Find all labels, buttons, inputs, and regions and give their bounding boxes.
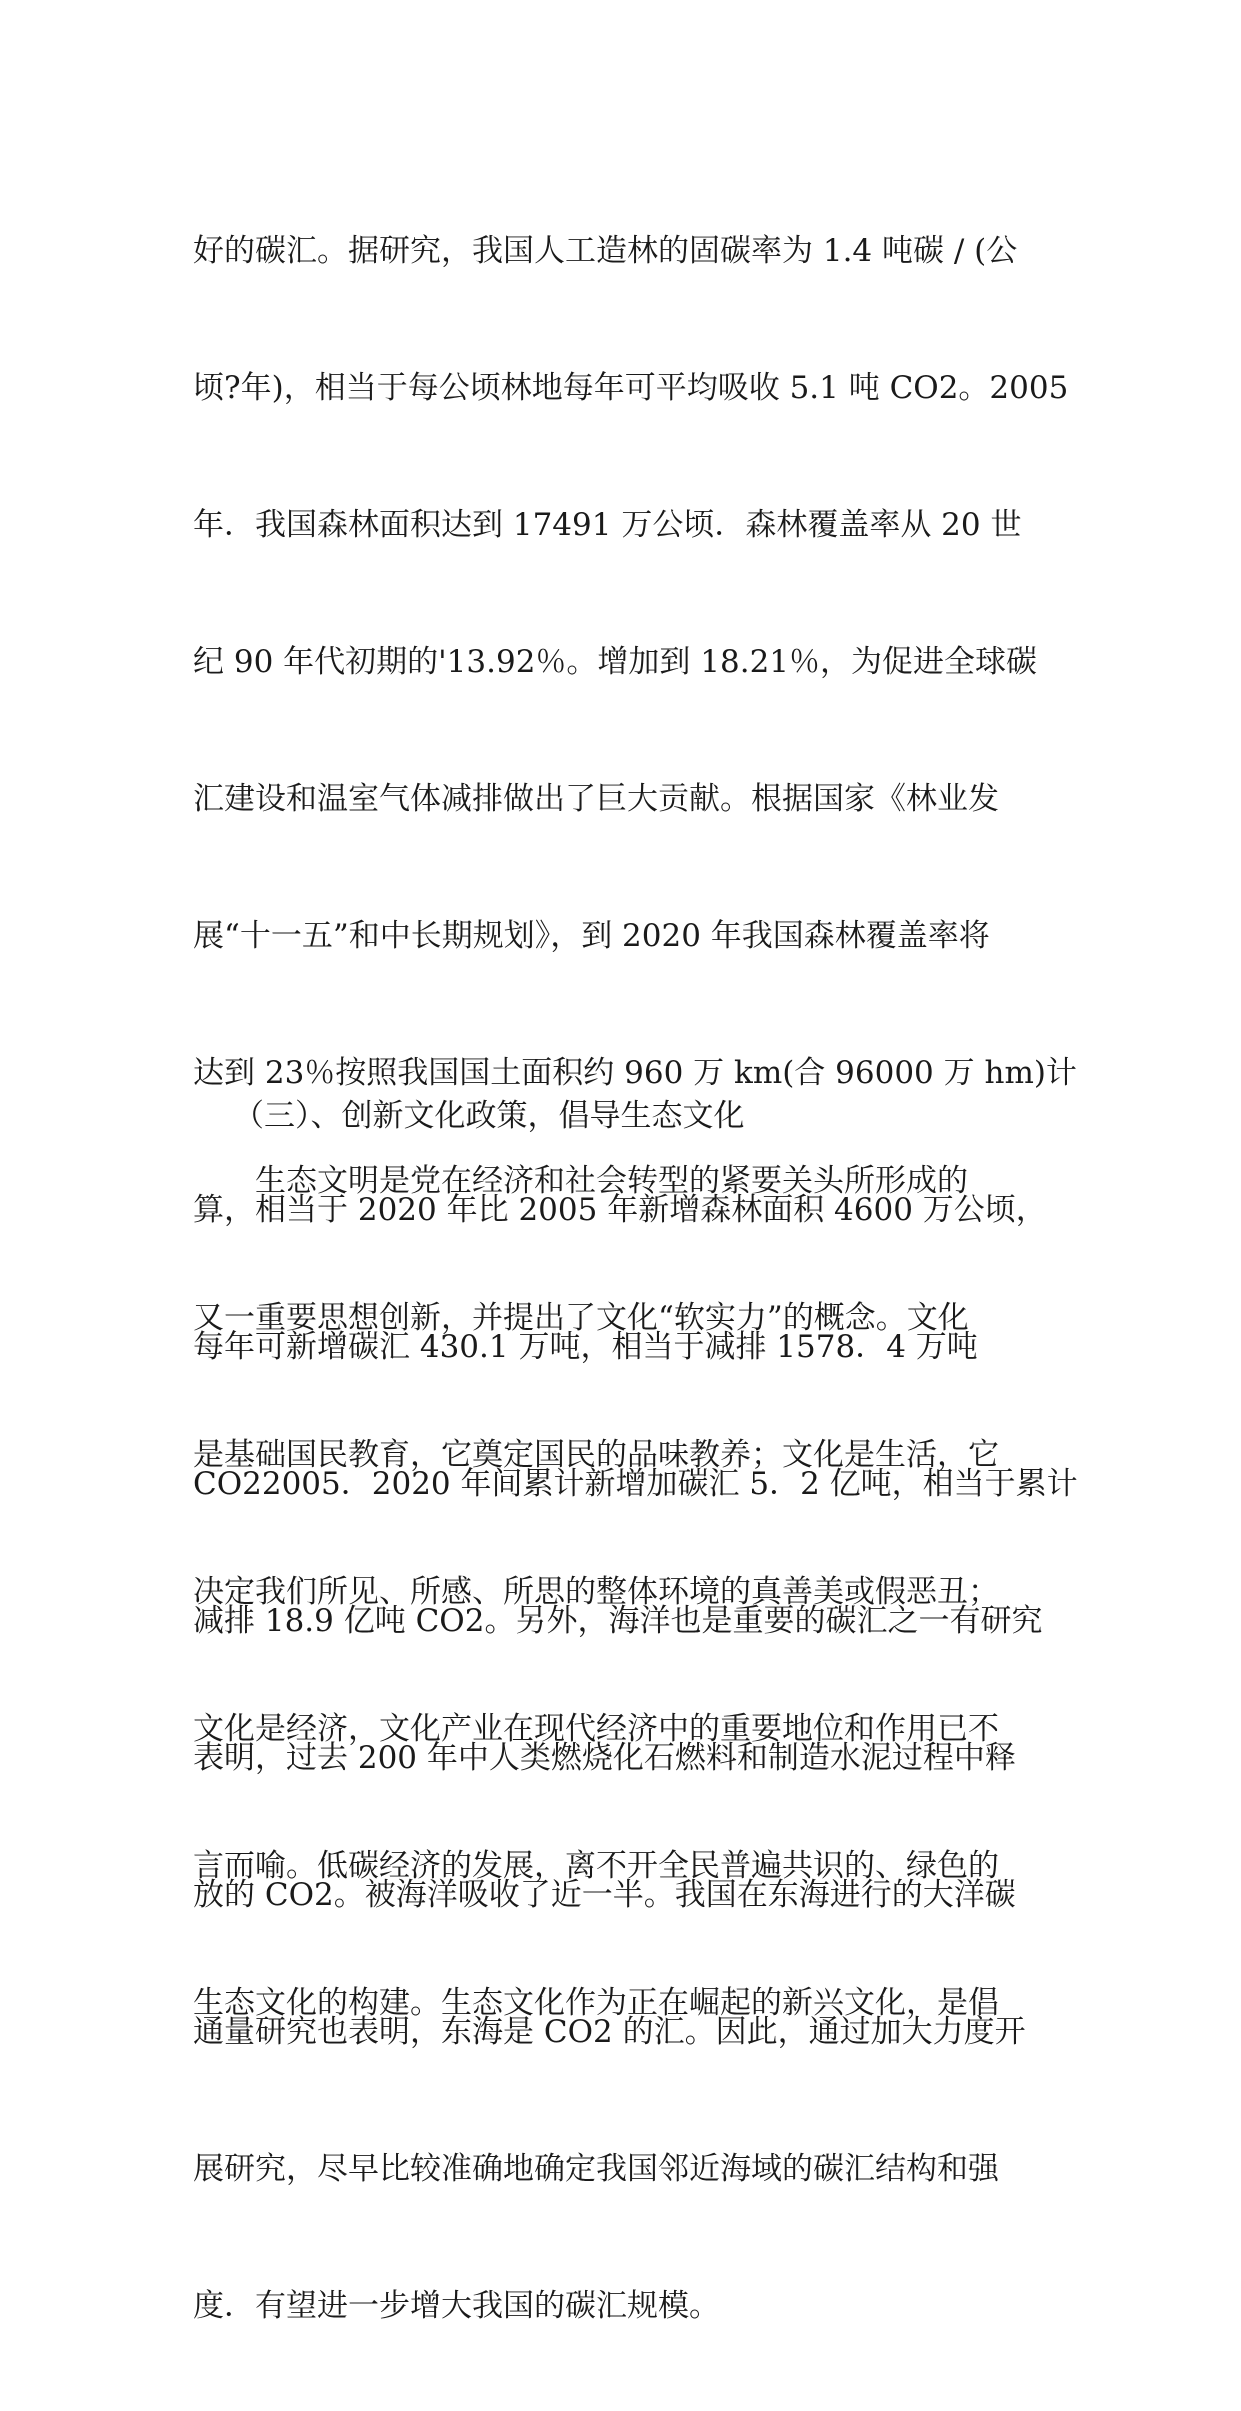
text-line: CO22005．2020 年间累计新增加碳汇 5．2 亿吨，相当于累计	[193, 1466, 1078, 1502]
text-line: 年．我国森林面积达到 17491 万公顷．森林覆盖率从 20 世	[193, 507, 1022, 543]
text-line: 生态文化的构建。生态文化作为正在崛起的新兴文化，是倡	[193, 1985, 999, 2021]
text-line: 顷?年)，相当于每公顷林地每年可平均吸收 5.1 吨 CO2。2005	[193, 370, 1069, 406]
text-line: 展“十一五”和中长期规划》，到 2020 年我国森林覆盖率将	[193, 918, 990, 954]
text-line: 决定我们所见、所感、所思的整体环境的真善美或假恶丑；	[193, 1574, 999, 1610]
text-line: 每年可新增碳汇 430.1 万吨，相当于减排 1578．4 万吨	[193, 1329, 978, 1365]
text-line: 是基础国民教育，它奠定国民的品味教养；文化是生活，它	[193, 1437, 999, 1473]
text-line: 展研究，尽早比较准确地确定我国邻近海域的碳汇结构和强	[193, 2151, 999, 2187]
text-line: 表明，过去 200 年中人类燃烧化石燃料和制造水泥过程中释	[193, 1740, 1016, 1776]
text-line: 达到 23％按照我国国土面积约 960 万 km(合 96000 万 hm)计	[193, 1055, 1077, 1091]
text-line: 放的 CO2。被海洋吸收了近一半。我国在东海进行的大洋碳	[193, 1877, 1016, 1913]
text-line: 纪 90 年代初期的'13.92％。增加到 18.21％，为促进全球碳	[193, 644, 1038, 680]
text-line: 汇建设和温室气体减排做出了巨大贡献。根据国家《林业发	[193, 781, 999, 817]
text-line: 算，相当于 2020 年比 2005 年新增森林面积 4600 万公顷，	[193, 1192, 1047, 1228]
section-heading-text: （三）、创新文化政策，倡导生态文化	[233, 1098, 745, 1134]
text-line: 生态文明是党在经济和社会转型的紧要关头所形成的	[255, 1163, 968, 1199]
text-line: 通量研究也表明，东海是 CO2 的汇。因此，通过加大力度开	[193, 2014, 1026, 2050]
text-line: 文化是经济，文化产业在现代经济中的重要地位和作用已不	[193, 1711, 999, 1747]
text-line: 言而喻。低碳经济的发展，离不开全民普遍共识的、绿色的	[193, 1848, 999, 1884]
text-line: 度．有望进一步增大我国的碳汇规模。	[193, 2288, 720, 2324]
text-line: 又一重要思想创新，并提出了文化“软实力”的概念。文化	[193, 1300, 969, 1336]
text-line: 减排 18.9 亿吨 CO2。另外，海洋也是重要的碳汇之一有研究	[193, 1603, 1043, 1639]
paragraph-eco-culture	[193, 1077, 1078, 2108]
text-line: 好的碳汇。据研究，我国人工造林的固碳率为 1.4 吨碳 / (公	[193, 233, 1018, 269]
